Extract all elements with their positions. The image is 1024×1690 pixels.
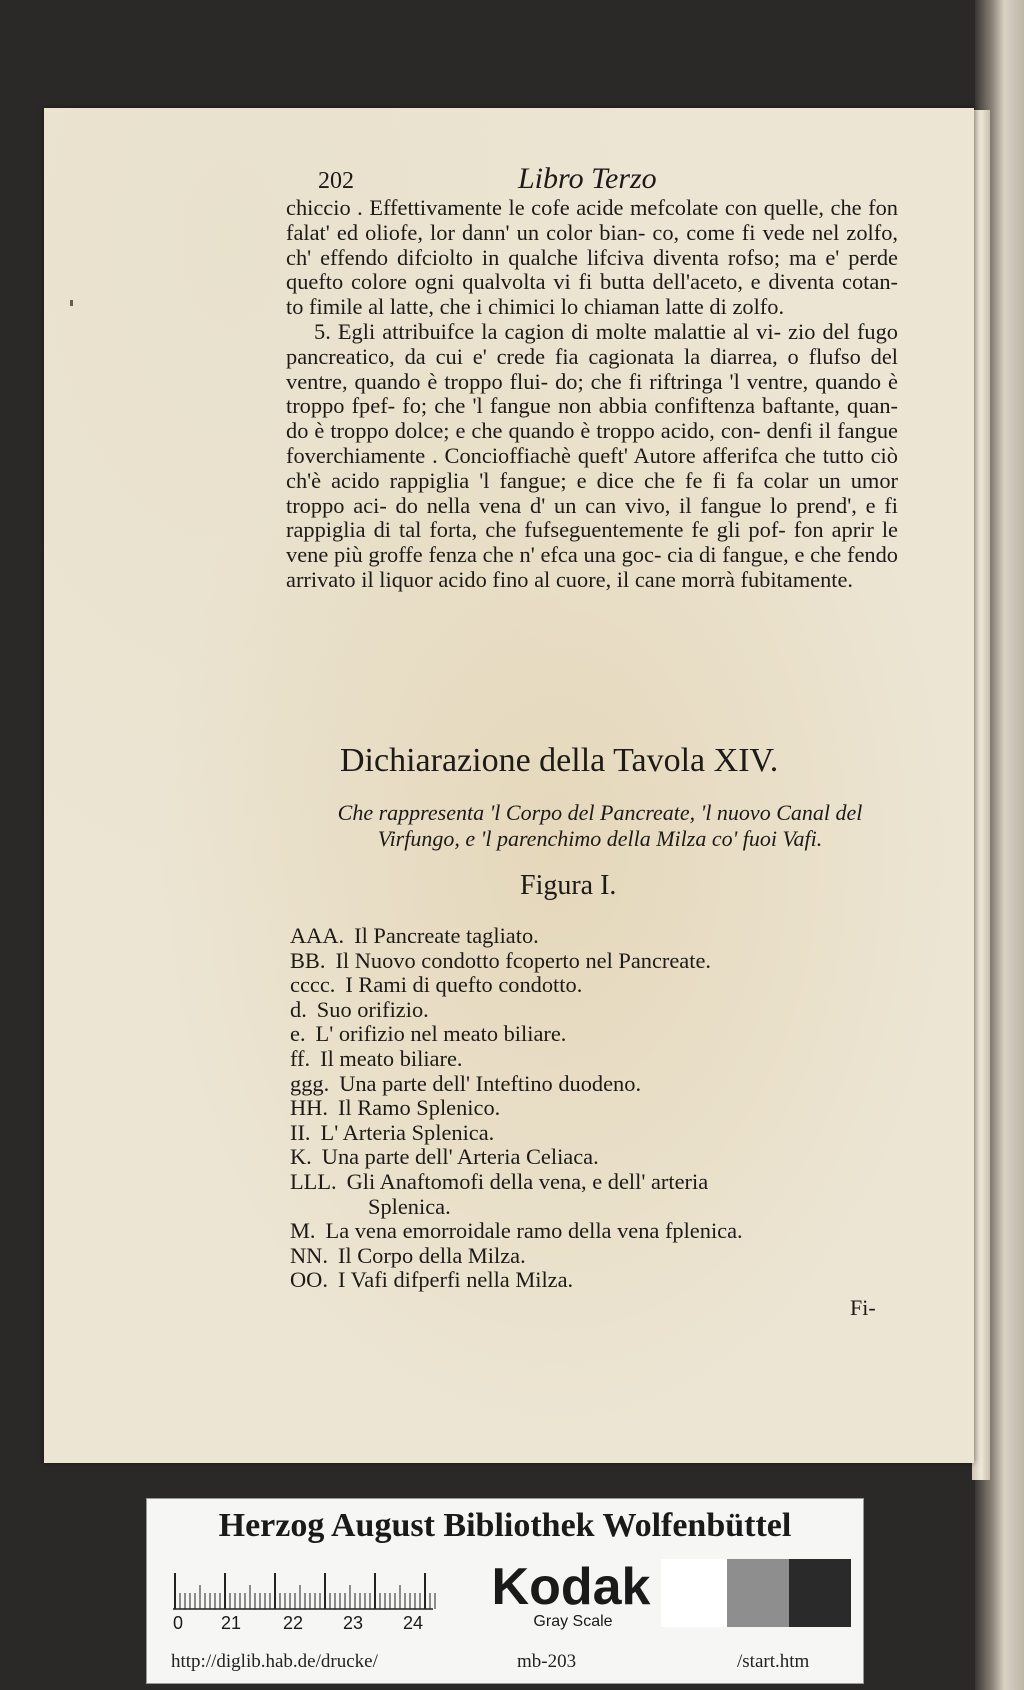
legend-code: K. [290, 1144, 312, 1170]
legend-text: I Vafi difperfi nella Milza. [337, 1267, 574, 1293]
legend-code: cccc. [290, 972, 336, 998]
library-name: Herzog August Bibliothek Wolfenbüttel [218, 1507, 792, 1544]
text-line: fangue; e dice che fe fi fa colar un umor troppo aci- [286, 467, 898, 518]
figure-legend [290, 924, 910, 1293]
gray-swatch-dark [789, 1559, 851, 1627]
text-line: do nella vena d' un can vivo, il fangue lo prend', e fi [395, 492, 898, 518]
legend-entry [290, 1268, 910, 1293]
legend-code: ggg. [290, 1070, 330, 1096]
ruler-label: 22 [283, 1613, 304, 1633]
legend-entry [290, 1096, 910, 1121]
legend-code: d. [290, 996, 307, 1022]
text-line: al cuore, il cane morrà fubitamente. [534, 566, 854, 592]
section-subtitle [290, 800, 910, 852]
subtitle-line: Virfungo, e 'l parenchimo della Milza co' fuoi Vafi. [377, 826, 823, 851]
text-line: denfi il fangue foverchiamente . Concioffiachè queft' [286, 418, 898, 468]
page-spot [70, 300, 73, 306]
legend-text: Gli Anaftomofi della vena, e dell' arteria [346, 1168, 709, 1194]
legend-entry [290, 1170, 910, 1195]
text-line: la diarrea, o flufso del ventre, quando è troppo flui- [286, 343, 899, 394]
text-line: cia di fangue, e che fendo arrivato il liquor acido fino [286, 542, 898, 592]
legend-code: e. [290, 1021, 306, 1047]
ruler-label: 23 [343, 1613, 364, 1633]
text-line: qualche lifciva diventa rofso; ma e' perde quefto colore [286, 244, 899, 295]
legend-entry [290, 949, 910, 974]
legend-entry [290, 1145, 910, 1170]
legend-text: Una parte dell' Inteftino duodeno. [339, 1070, 642, 1096]
text-line: rappiglia di tal forta, che fufseguentemente fe gli pof- [286, 517, 786, 543]
legend-code: M. [290, 1218, 316, 1244]
text-line: Autore afferifca che tutto ciò ch'è acido rappiglia 'l [286, 442, 898, 493]
legend-text: La vena emorroidale ramo della vena fplenica. [325, 1218, 743, 1244]
body-text [286, 196, 898, 593]
card-footer [147, 1647, 863, 1677]
legend-text: L' Arteria Splenica. [320, 1119, 495, 1145]
text-line: quelle, che fon falat' ed oliofe, lor dann' un color bian- [286, 195, 899, 245]
text-line: do è troppo dolce; e che quando è troppo acido, con- [286, 418, 761, 444]
legend-entry [290, 1121, 910, 1146]
legend-text: L' orifizio nel meato biliare. [315, 1021, 567, 1047]
paragraph [286, 320, 898, 593]
paragraph [286, 196, 898, 320]
library-scan-card [146, 1498, 864, 1684]
legend-continuation: Splenica. [368, 1193, 451, 1219]
kodak-logo: Kodak [491, 1558, 651, 1616]
legend-code: HH. [290, 1095, 328, 1121]
legend-entry [290, 1047, 910, 1072]
legend-code: ff. [290, 1045, 311, 1071]
text-line: fo; che 'l fangue non abbia confiftenza baftante, quan- [402, 393, 898, 419]
legend-entry [290, 924, 910, 949]
legend-entry [290, 998, 910, 1023]
footer-id: mb-203 [517, 1651, 577, 1672]
legend-entry [290, 1072, 910, 1097]
running-head: Libro Terzo [518, 162, 657, 195]
legend-code: BB. [290, 947, 326, 973]
legend-entry [290, 1244, 910, 1269]
text-line: 5. Egli attribuifce la cagion di molte malattie al vi- [314, 318, 782, 344]
text-line: fon aprir le vene più groffe fenza che n' efca una goc- [286, 517, 898, 568]
legend-text: Suo orifizio. [316, 996, 429, 1022]
gray-swatch-light [661, 1559, 727, 1627]
legend-text: Il Pancreate tagliato. [354, 923, 539, 948]
legend-entry [290, 973, 910, 998]
legend-text: Una parte dell' Arteria Celiaca. [321, 1144, 599, 1170]
page-number: 202 [318, 168, 354, 194]
text-line: chiccio . Effettivamente le cofe acide mefcolate con [286, 195, 758, 220]
legend-text: Il Corpo della Milza. [337, 1242, 526, 1268]
figure-label: Figura I. [520, 870, 617, 901]
ruler-label: 24 [403, 1613, 424, 1633]
text-line: zolfo. [732, 294, 785, 320]
legend-entry [290, 1219, 910, 1244]
legend-code: NN. [290, 1242, 328, 1268]
ruler-label: 0 [173, 1613, 184, 1633]
text-line: to fimile al latte, che i chimici lo chiaman latte di [286, 294, 727, 320]
footer-url: http://diglib.hab.de/drucke/ [171, 1651, 378, 1672]
ruler-label: 21 [221, 1613, 242, 1633]
book-fore-edge [972, 110, 990, 1480]
text-line: co, come fi vede nel zolfo, ch' effendo difciolto in [286, 219, 898, 270]
legend-code: OO. [290, 1267, 328, 1293]
gray-swatch-mid [727, 1559, 789, 1627]
legend-entry [290, 1022, 910, 1047]
subtitle-line: Che rappresenta 'l Corpo del Pancreate, 'l nuovo Canal del [337, 800, 863, 825]
text-line: do; che fi riftringa 'l ventre, quando è troppo fpef- [286, 368, 898, 419]
grayscale-label: Gray Scale [533, 1613, 613, 1630]
legend-code: LLL. [290, 1168, 337, 1194]
legend-text: Il Ramo Splenico. [337, 1095, 501, 1121]
text-line: ogni qualvolta vi fi butta dell'aceto, e diventa cotan- [414, 269, 898, 295]
footer-path: /start.htm [737, 1651, 810, 1672]
legend-code: AAA. [290, 923, 345, 948]
text-line: zio del fugo pancreatico, da cui e' crede fia cagionata [286, 318, 898, 369]
catchword: Fi- [850, 1295, 876, 1320]
legend-code: II. [290, 1119, 311, 1145]
legend-text: I Rami di quefto condotto. [345, 972, 583, 998]
section-title: Dichiarazione della Tavola XIV. [340, 742, 779, 779]
legend-text: Il Nuovo condotto fcoperto nel Pancreate. [335, 947, 712, 973]
legend-text: Il meato biliare. [320, 1045, 463, 1071]
